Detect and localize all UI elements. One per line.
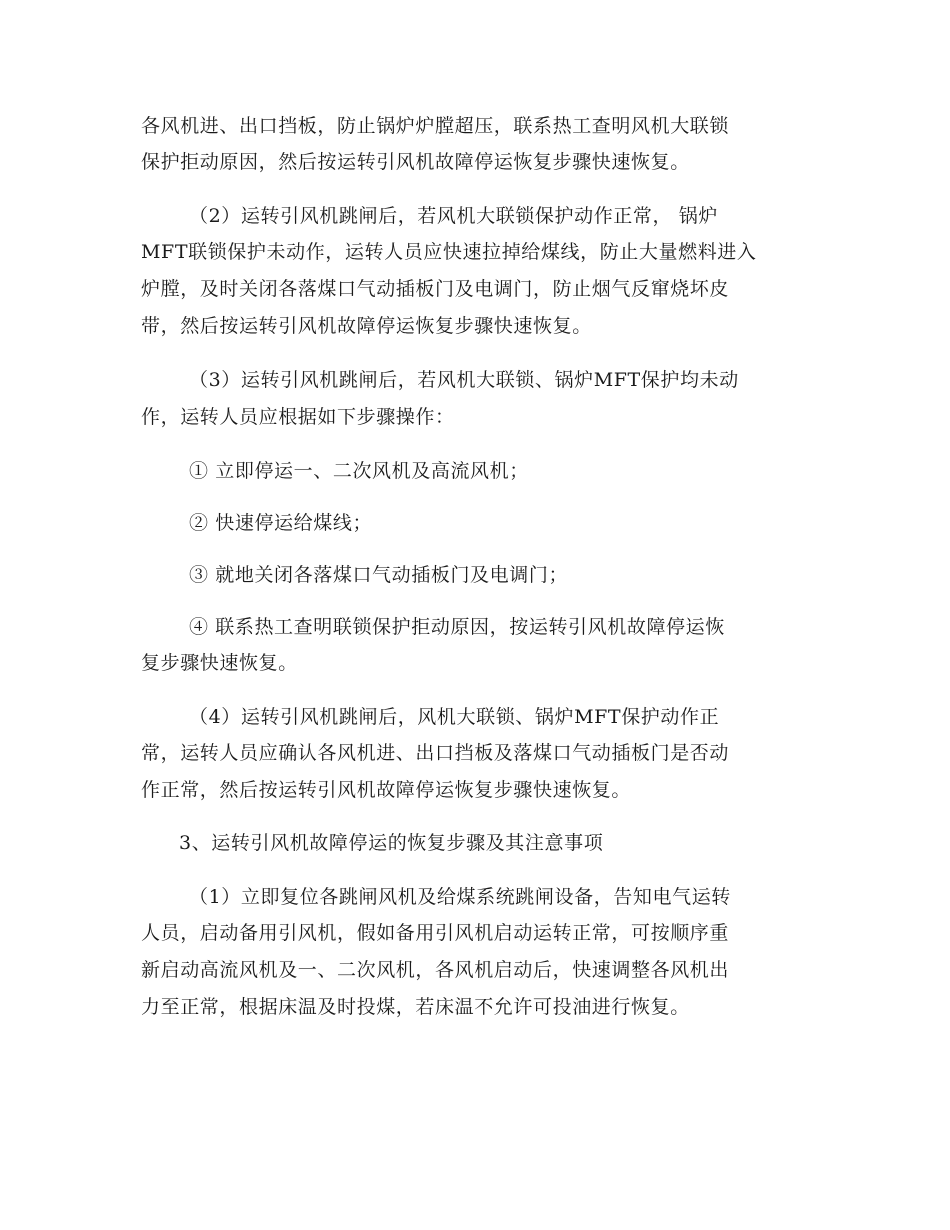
list-item: ④ 联系热工查明联锁保护拒动原因，按运转引风机故障停运恢 [189, 616, 725, 638]
text-line: 作，运转人员应根据如下步骤操作： [141, 406, 455, 428]
text-line: 新启动高流风机及一、二次风机，各风机启动后，快速调整各风机出 [141, 959, 730, 981]
text-line: 常，运转人员应确认各风机进、出口挡板及落煤口气动插板门是否动 [141, 742, 730, 764]
text-line: （2）运转引风机跳闸后，若风机大联锁保护动作正常， 锅炉 [189, 205, 718, 227]
section-heading: 3、运转引风机故障停运的恢复步骤及其注意事项 [179, 832, 604, 854]
text-line: 各风机进、出口挡板，防止锅炉炉膛超压，联系热工查明风机大联锁 [141, 115, 730, 137]
text-line: 保护拒动原因，然后按运转引风机故障停运恢复步骤快速恢复。 [141, 151, 690, 173]
text-line: 人员，启动备用引风机，假如备用引风机启动运转正常，可按顺序重 [141, 922, 730, 944]
text-line: MFT联锁保护未动作，运转人员应快速拉掉给煤线，防止大量燃料进入 [141, 241, 757, 263]
text-line: （3）运转引风机跳闸后，若风机大联锁、锅炉MFT保护均未动 [189, 369, 739, 391]
text-line: 复步骤快速恢复。 [141, 652, 298, 674]
text-line: 力至正常，根据床温及时投煤，若床温不允许可投油进行恢复。 [141, 996, 690, 1018]
text-line: 作正常，然后按运转引风机故障停运恢复步骤快速恢复。 [141, 779, 632, 801]
list-item: ① 立即停运一、二次风机及高流风机； [189, 460, 529, 482]
text-line: （4）运转引风机跳闸后，风机大联锁、锅炉MFT保护动作正 [189, 706, 720, 728]
text-line: 炉膛，及时关闭各落煤口气动插板门及电调门，防止烟气反窜烧坏皮 [141, 278, 730, 300]
list-item: ② 快速停运给煤线； [189, 512, 373, 534]
list-item: ③ 就地关闭各落煤口气动插板门及电调门； [189, 564, 569, 586]
text-line: 带，然后按运转引风机故障停运恢复步骤快速恢复。 [141, 315, 592, 337]
text-line: （1）立即复位各跳闸风机及给煤系统跳闸设备，告知电气运转 [189, 886, 731, 908]
